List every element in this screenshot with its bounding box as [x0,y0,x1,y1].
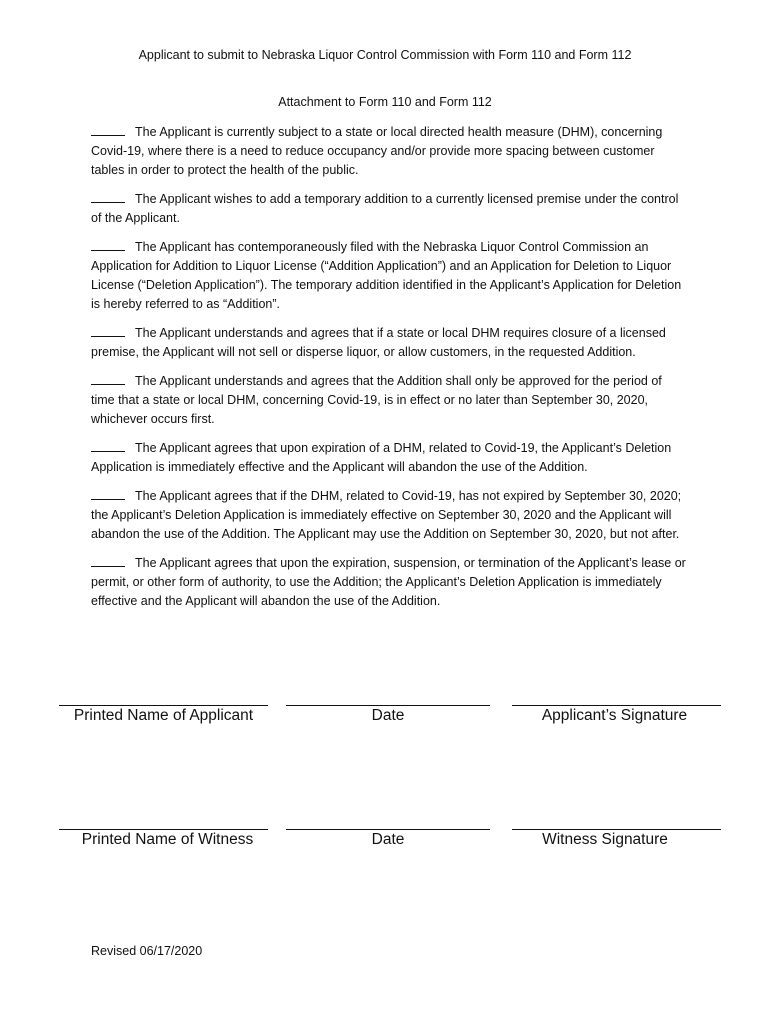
clause-text: The Applicant understands and agrees that if a state or local DHM requires closure of a licensed premise, the Applicant will not sell or disperse liquor, or allow customers, in the requested Addition. [91,325,666,359]
clause-1 [91,123,687,179]
initial-blank[interactable] [91,556,125,567]
initial-blank[interactable] [91,326,125,337]
applicant-date-label: Date [371,707,405,724]
clause-8 [91,554,687,610]
clause-text: The Applicant agrees that if the DHM, related to Covid-19, has not expired by September 30, 2020; the Applicant’s Deletion Application is immediately effective on September 30, 2020 and the Applicant will abandon the use of the Addition. The Applicant may use the Addition on September 30, 2020, but not after. [91,489,682,541]
witness-name-label: Printed Name of Witness [81,831,254,848]
witness-signature-line[interactable] [512,829,721,830]
applicant-date-line[interactable] [286,705,490,706]
clause-text: The Applicant is currently subject to a state or local directed health measure (DHM), concerning Covid-19, where there is a need to reduce occupancy and/or provide more spacing between customer tables in order to protect the health of the public. [91,125,663,177]
clause-text: The Applicant agrees that upon expiration of a DHM, related to Covid-19, the Applicant’s Deletion Application is immediately effective and the Applicant will abandon the use of the Addition. [91,441,672,474]
clause-text: The Applicant has contemporaneously filed with the Nebraska Liquor Control Commission an Application for Addition to Liquor License (“Addition Application”) and an Application for Deletion to Liquor License (“Deletion Application”). The temporary addition identified in the Applicant’s Application for Deletion is hereby referred to as “Addition”. [91,240,682,311]
clause-3 [91,238,687,313]
clause-text: The Applicant understands and agrees that the Addition shall only be approved for the period of time that a state or local DHM, concerning Covid-19, is in effect or no later than September 30, 2020, whichever occurs first. [91,374,662,426]
clause-4 [91,324,687,362]
initial-blank[interactable] [91,374,125,385]
witness-date-label: Date [371,831,405,848]
clause-list [91,123,687,621]
document-title: Attachment to Form 110 and Form 112 [278,95,492,109]
initial-blank[interactable] [91,125,125,136]
applicant-signature-line[interactable] [512,705,721,706]
initial-blank[interactable] [91,441,125,452]
witness-name-line[interactable] [59,829,268,830]
applicant-signature-label: Applicant’s Signature [541,707,688,724]
clause-5 [91,372,687,428]
clause-6 [91,439,687,477]
clause-text: The Applicant wishes to add a temporary addition to a currently licensed premise under the control of the Applicant. [91,191,679,225]
initial-blank[interactable] [91,489,125,500]
witness-date-line[interactable] [286,829,490,830]
initial-blank[interactable] [91,192,125,203]
clause-2 [91,190,687,228]
clause-7 [91,487,687,543]
witness-signature-label: Witness Signature [542,831,668,848]
applicant-name-line[interactable] [59,705,268,706]
revision-date: Revised 06/17/2020 [91,944,203,958]
initial-blank[interactable] [91,240,125,251]
clause-text: The Applicant agrees that upon the expiration, suspension, or termination of the Applicant’s lease or permit, or other form of authority, to use the Addition; the Applicant’s Deletion Application is immediately effective and the Applicant will abandon the use of the Addition. [91,556,686,608]
document-subtitle: Applicant to submit to Nebraska Liquor Control Commission with Form 110 and Form 112 [138,48,632,62]
applicant-name-label: Printed Name of Applicant [73,707,254,724]
